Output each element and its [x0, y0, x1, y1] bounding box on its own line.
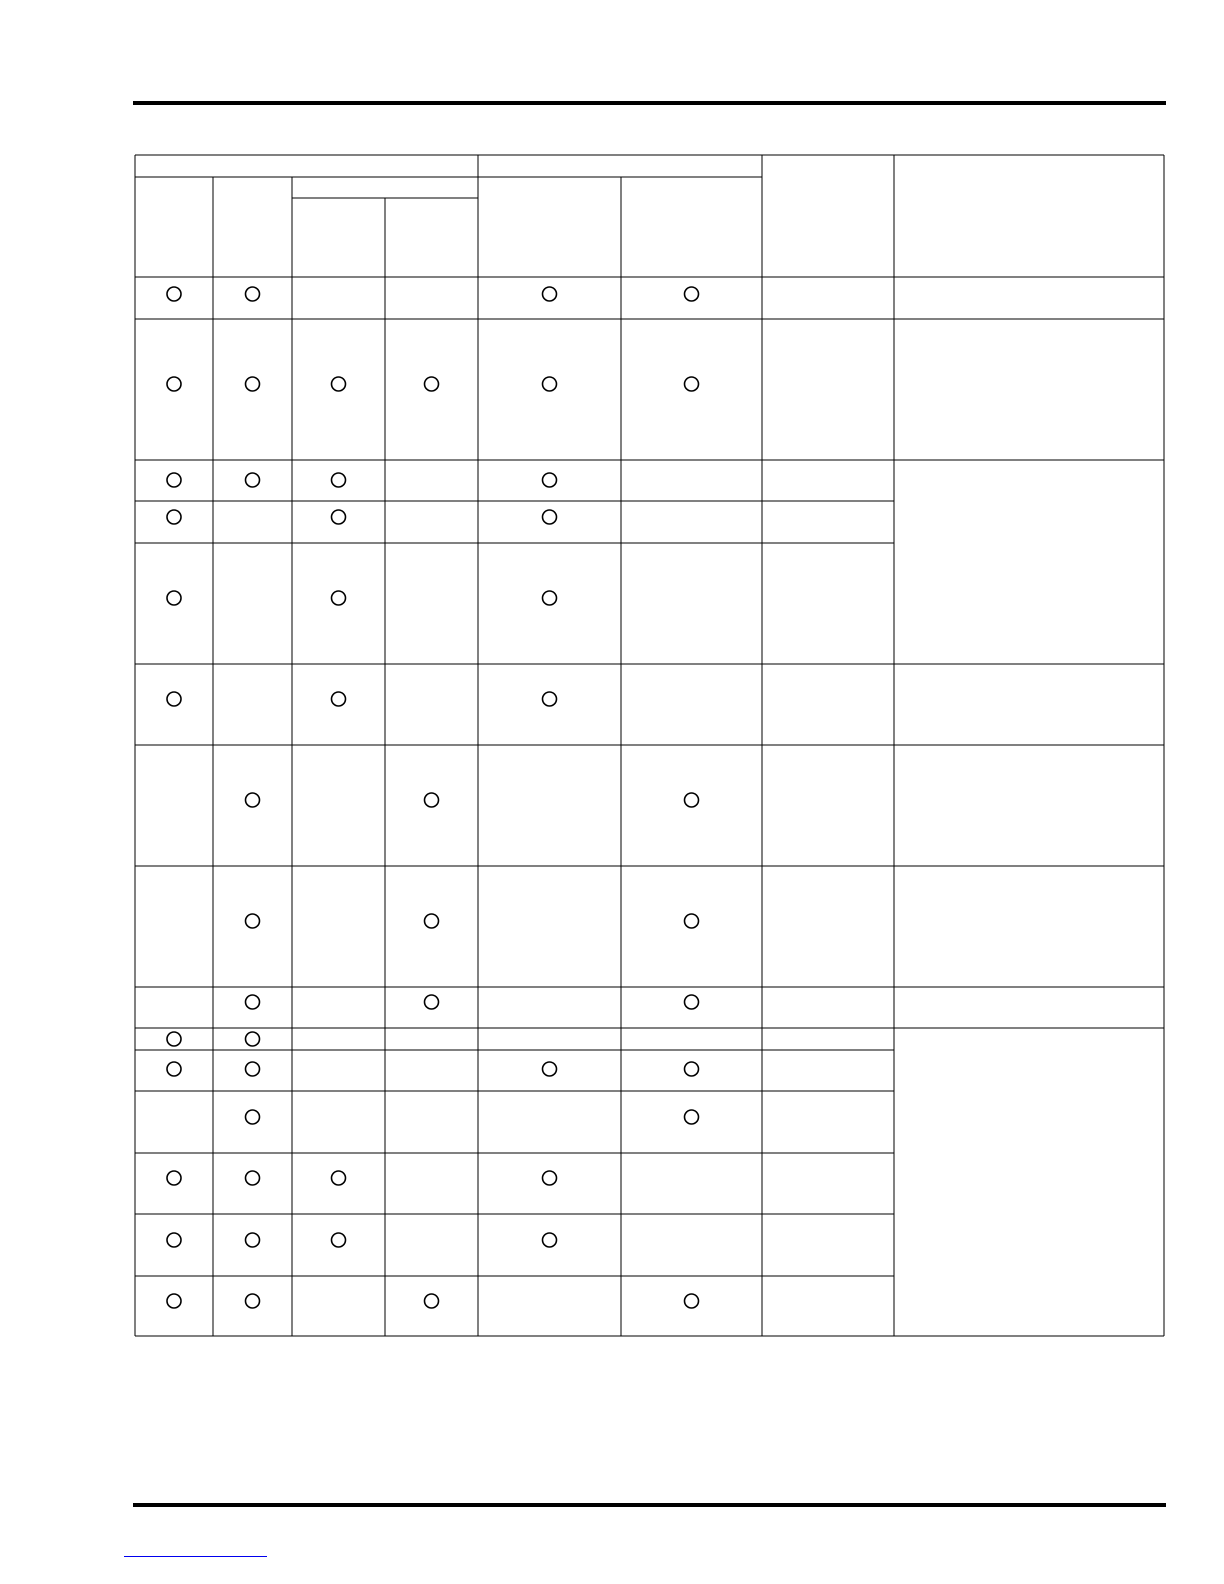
check-mark-circle-icon — [167, 1171, 181, 1185]
check-mark-circle-icon — [332, 1171, 346, 1185]
check-mark-circle-icon — [425, 1294, 439, 1308]
check-mark-circle-icon — [685, 914, 699, 928]
check-mark-circle-icon — [246, 1062, 260, 1076]
check-mark-circle-icon — [332, 377, 346, 391]
check-mark-circle-icon — [332, 591, 346, 605]
check-mark-circle-icon — [246, 377, 260, 391]
check-mark-circle-icon — [167, 1233, 181, 1247]
check-mark-circle-icon — [685, 995, 699, 1009]
check-mark-circle-icon — [167, 510, 181, 524]
check-mark-circle-icon — [246, 1171, 260, 1185]
check-mark-circle-icon — [167, 377, 181, 391]
check-mark-circle-icon — [685, 1110, 699, 1124]
check-mark-circle-icon — [332, 473, 346, 487]
check-mark-circle-icon — [543, 692, 557, 706]
check-mark-circle-icon — [332, 1233, 346, 1247]
check-mark-circle-icon — [167, 1032, 181, 1046]
check-mark-circle-icon — [543, 591, 557, 605]
check-mark-circle-icon — [246, 995, 260, 1009]
check-mark-circle-icon — [167, 473, 181, 487]
check-mark-circle-icon — [425, 995, 439, 1009]
check-mark-circle-icon — [246, 473, 260, 487]
check-mark-circle-icon — [167, 287, 181, 301]
check-mark-circle-icon — [332, 510, 346, 524]
check-mark-circle-icon — [543, 473, 557, 487]
check-mark-circle-icon — [543, 510, 557, 524]
check-mark-circle-icon — [167, 591, 181, 605]
check-mark-circle-icon — [332, 692, 346, 706]
check-mark-circle-icon — [167, 1294, 181, 1308]
check-mark-circle-icon — [685, 1062, 699, 1076]
footer-link-underline[interactable] — [124, 1556, 267, 1557]
check-mark-circle-icon — [543, 287, 557, 301]
check-mark-circle-icon — [543, 1062, 557, 1076]
check-mark-circle-icon — [246, 914, 260, 928]
check-mark-circle-icon — [685, 1294, 699, 1308]
check-mark-circle-icon — [246, 1032, 260, 1046]
check-mark-circle-icon — [543, 1233, 557, 1247]
check-mark-circle-icon — [543, 377, 557, 391]
check-mark-circle-icon — [167, 1062, 181, 1076]
check-mark-circle-icon — [685, 377, 699, 391]
check-mark-circle-icon — [425, 793, 439, 807]
check-mark-circle-icon — [425, 377, 439, 391]
check-mark-circle-icon — [685, 793, 699, 807]
check-mark-circle-icon — [246, 287, 260, 301]
check-mark-circle-icon — [685, 287, 699, 301]
check-mark-circle-icon — [246, 793, 260, 807]
check-mark-circle-icon — [246, 1233, 260, 1247]
check-mark-circle-icon — [425, 914, 439, 928]
check-mark-circle-icon — [246, 1294, 260, 1308]
check-mark-circle-icon — [167, 692, 181, 706]
bottom-rule — [133, 1503, 1166, 1507]
check-mark-circle-icon — [543, 1171, 557, 1185]
check-mark-circle-icon — [246, 1110, 260, 1124]
